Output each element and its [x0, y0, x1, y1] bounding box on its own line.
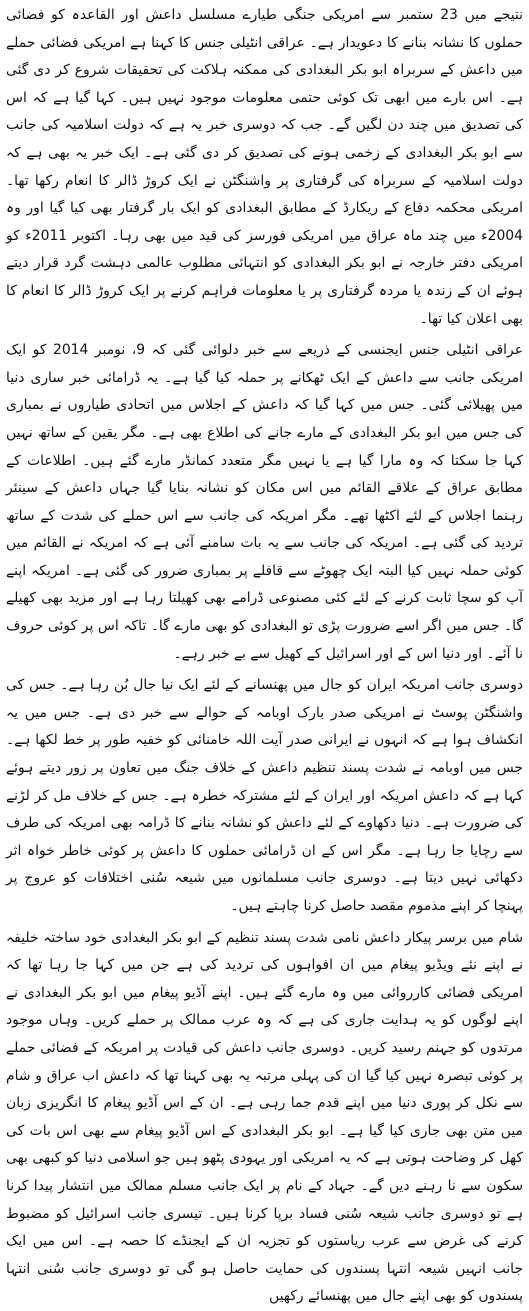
article-paragraph-3: دوسری جانب امریکہ ایران کو جال میں پھنسانے کے لئے ایک نیا جال بُن رہا ہے۔ جس کی واشنگٹن پوسٹ نے امریکی صدر بارک اوبامہ کے حوالے سے خبر دی ہے۔ جس میں یہ انکشاف ہوا ہے کہ انہوں نے ایرانی صدر آیت اللہ خامنائی کو خفیہ طور پر خط لکھا ہے۔ جس میں اوبامہ نے شدت پسند تنظیم داعش کے خلاف جنگ میں تعاون پر زور دیتے ہوئے کہا ہے کہ داعش امریکہ اور ایران کے لئے مشترکہ خطرہ ہے۔ جس کے خلاف مل کر لڑنے کی ضرورت ہے۔ دنیا دکھاوے کے لئے داعش کو نشانہ بنانے کا ڈرامہ بھی امریکہ کی طرف سے رچایا جا رہا ہے۔ مگر اس کے ان ڈرامائی حملوں کا داعش پر کوئی خاطر خواہ اثر دکھائی نہیں دیتا ہے۔ دوسری جانب مسلمانوں میں شیعہ سُنی اختلافات کو عروج پر پہنچا کر اپنے مذموم مقصد حاصل کرنا چاہتے ہیں۔	[6, 677, 523, 914]
article-paragraph-4: شام میں برسر پیکار داعش نامی شدت پسند تنظیم کے ابو بکر البغدادی خود ساختہ خلیفہ نے اپنے نئے ویڈیو پیغام میں ان افواہوں کی تردید کی ہے جن میں کہا جا رہا تھا کہ امریکی فضائی کارروائی میں وہ مارے گئے ہیں۔ اپنے آڈیو پیغام میں ابو بکر البغدادی نے اپنے لوگوں کو یہ ہدایت جاری کی ہے کہ وہ عرب ممالک پر حملے کریں۔ وہاں موجود مرتدوں کو جہنم رسید کریں۔ دوسری جانب داعش کی قیادت پر امریکہ کے فضائی حملے پر کوئی تبصرہ نہیں کیا گیا ان کی پہلی مرتبہ یہ بھی کہنا تھا کہ داعش اب عراق و شام سے نکل کر پوری دنیا میں اپنے قدم جما رہی ہے۔ ان کے اس آڈیو پیغام کا انگریزی زبان میں متن بھی جاری کیا گیا ہے۔ ابو بکر البغدادی کے اس آڈیو پیغام سے بھی اس بات کی کھل کر وضاحت ہوتی ہے کہ یہ امریکی اور یہودی پٹھو ہیں جو اسلامی دنیا کو کبھی بھی سکون سے نا رہنے دیں گے۔ جہاد کے نام پر ایک جانب مسلم ممالک میں انتشار پیدا کرنا ہے تو دوسری جانب شیعہ سُنی فساد برپا کرنا ہیں۔ تیسری جانب اسرائیل کو مضبوط کرنے کی غرض سے عرب ریاستوں کو تجزیہ ان کے ایجنڈے کا حصہ ہے۔ اس میں ایک جانب انہیں شیعہ انتہا پسندوں کی حمایت حاصل ہو گی تو دوسری جانب سُنی انتہا پسندوں کو بھی اپنے جال میں پھنسائے رکھیں	[6, 929, 523, 1305]
article-paragraph-1: نتیجے میں 23 ستمبر سے امریکی جنگی طیارے مسلسل داعش اور القاعدہ کو فضائی حملوں کا نشانہ بنانے کا دعویدار ہے۔ عراقی انٹیلی جنس کا کہنا ہے امریکی فضائی حملے میں داعش کے سربراہ ابو بکر البغدادی کی ممکنہ ہلاکت کی تحقیقات شروع کر دی گئی ہے۔ اس بارے میں ابھی تک کوئی حتمی معلومات موجود نہیں ہیں۔ کہا گیا ہے کہ اس کی تصدیق میں چند دن لگیں گے۔ جب کہ دوسری خبر یہ ہے کہ دولت اسلامیہ کی جانب سے ابو بکر البغدادی کے زخمی ہونے کی تصدیق کر دی گئی ہے۔ ایک خبر یہ بھی ہے کہ دولت اسلامیہ کے سربراہ کی گرفتاری پر واشنگٹن نے ایک کروڑ ڈالر کا انعام رکھا تھا۔ امریکی محکمہ دفاع کے ریکارڈ کے مطابق البغدادی کو ایک بار گرفتار بھی کیا گیا اور وہ 2004ء میں چند ماہ عراق میں امریکی فورسز کی قید میں بھی رہا۔ اکتوبر 2011ء کو امریکی دفتر خارجہ نے ابو بکر البغدادی کو انتہائی مطلوب عالمی دہشت گرد قرار دیتے ہوئے ان کے زندہ یا مردہ گرفتاری پر یا معلومات فراہم کرنے پر ایک کروڑ ڈالر کا انعام کا بھی اعلان کیا تھا۔	[6, 7, 523, 327]
article-paragraph-2: عراقی انٹیلی جنس ایجنسی کے ذریعے سے خبر دلوائی گئی کہ 9، نومبر 2014 کو ایک امریکی جانب سے داعش کے ایک ٹھکانے پر حملہ کیا گیا ہے۔ یہ ڈرامائی خبر ساری دنیا میں پھیلائی گئی۔ جس میں کہا گیا کہ داعش کے اجلاس میں اتحادی طیاروں نے بمباری کی جس میں ابو بکر البغدادی کے مارے جانے کی اطلاع بھی ہے۔ مگر یقین کے ساتھ نہیں کہا جا سکتا کہ وہ مارا گیا ہے یا نہیں مگر متعدد کمانڈر مارے گئے ہیں۔ اطلاعات کے مطابق عراق کے علاقے القائم میں اس مکان کو نشانہ بنایا گیا جہاں داعش کے سینئر رہنما اجلاس کے لئے اکٹھا تھے۔ مگر امریکہ کی جانب سے اس حملے کی شدت کے ساتھ تردید کی گئی ہے۔ امریکہ کی جانب سے یہ بات سامنے آئی ہے کہ امریکہ نے القائم میں کوئی حملہ نہیں کیا البتہ ایک چھوٹے سے قافلے پر بمباری ضرور کی گئی ہے۔ امریکہ اپنے آپ کو سچا ثابت کرنے کے لئے کئی مصنوعی ڈرامے بھی کھیلتا رہا ہے اور مزید بھی کھیلے گا۔ جس میں اگر اسے ضرورت پڑی تو البغدادی کو بھی مارے گا۔ تاکہ اس پر کوئی حروف نا آئے۔ اور دنیا اس کے اور اسرائیل کے کھیل سے بے خبر رہے۔	[6, 342, 523, 662]
